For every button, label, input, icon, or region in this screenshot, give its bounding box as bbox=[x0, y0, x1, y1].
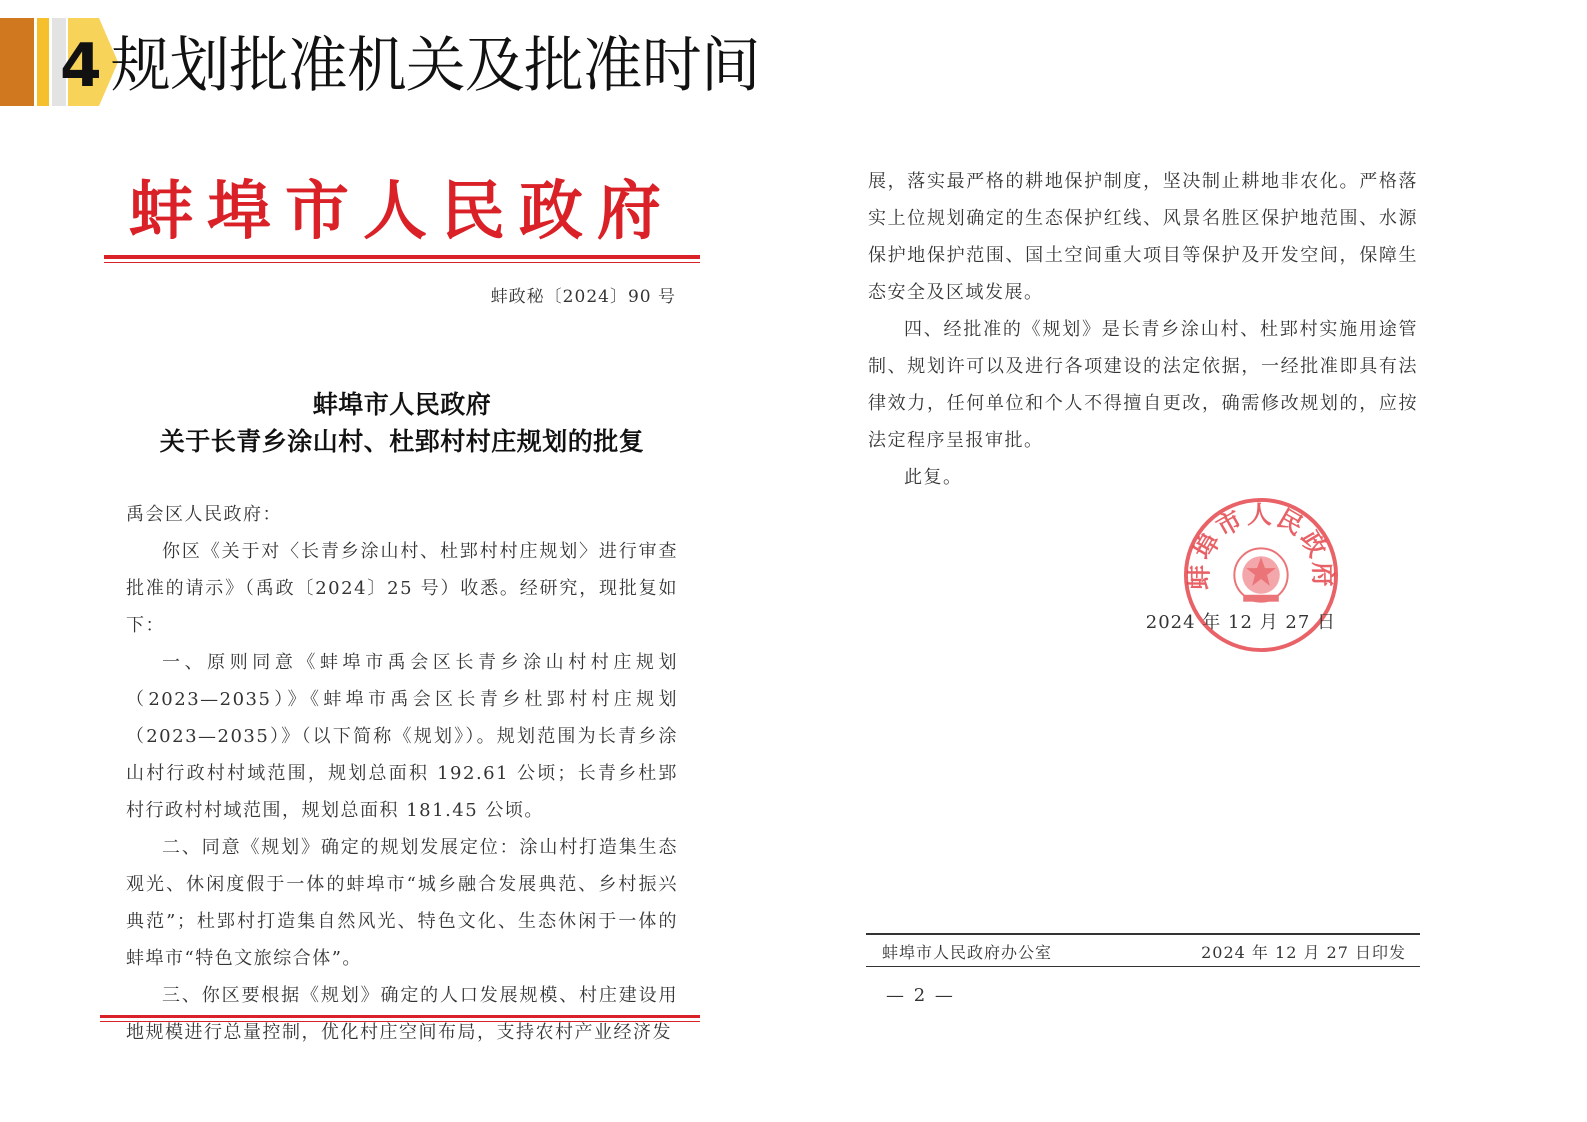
salutation: 禹会区人民政府： bbox=[126, 504, 282, 525]
paragraph-item-1: 一、原则同意《蚌埠市禹会区长青乡涂山村村庄规划（2023—2035）》《蚌埠市禹会区长青乡杜郢村村庄规划（2023—2035）》（以下简称《规划》）。规划范围为长青乡涂山村行政村村域范围，规划总面积 192.61 公顷；长青乡杜郢村行政村村域范围，规划总面积 181.45 公顷。 bbox=[126, 652, 678, 821]
paragraph-closing: 此复。 bbox=[904, 467, 963, 488]
footer-rule-top bbox=[866, 933, 1420, 935]
document-number: 蚌政秘〔2024〕90 号 bbox=[490, 287, 676, 307]
paragraph-item-3: 三、你区要根据《规划》确定的人口发展规模、村庄建设用地规模进行总量控制，优化村庄空间布局，支持农村产业经济发 bbox=[126, 985, 678, 1043]
page1-bottom-rule-thin bbox=[100, 1021, 700, 1022]
paragraph-item-3-cont: 展，落实最严格的耕地保护制度，坚决制止耕地非农化。严格落实上位规划确定的生态保护红线、风景名胜区保护地范围、水源保护地保护范围、国土空间重大项目等保护及开发空间，保障生态安全及区域发展。 bbox=[868, 171, 1418, 303]
issuer-masthead: 蚌埠市人民政府 bbox=[129, 174, 675, 249]
header-accent-bar bbox=[0, 18, 34, 106]
masthead-rule-thick bbox=[104, 255, 700, 259]
document-title-line2: 关于长青乡涂山村、杜郢村村庄规划的批复 bbox=[159, 427, 645, 456]
slide-title bbox=[60, 26, 760, 106]
paragraph-intro: 你区《关于对〈长青乡涂山村、杜郢村村庄规划〉进行审查批准的请示》（禹政〔2024〕25 号）收悉。经研究，现批复如下： bbox=[126, 541, 678, 636]
footer-office: 蚌埠市人民政府办公室 bbox=[882, 943, 1053, 962]
page2-body bbox=[868, 163, 1418, 496]
page-number: — 2 — bbox=[886, 985, 955, 1006]
page1-body bbox=[126, 496, 678, 1051]
slide-number: 4 bbox=[60, 31, 101, 101]
seal-text: 蚌埠市人民政府 bbox=[1184, 500, 1338, 590]
paragraph-item-2: 二、同意《规划》确定的规划发展定位：涂山村打造集生态观光、休闲度假于一体的蚌埠市“城乡融合发展典范、乡村振兴典范”；杜郢村打造集自然风光、特色文化、生态休闲于一体的蚌埠市“特色文旅综合体”。 bbox=[126, 837, 678, 969]
footer-rule-bottom bbox=[866, 966, 1420, 967]
header-accent-stripe bbox=[37, 18, 49, 106]
document-title-line1: 蚌埠市人民政府 bbox=[312, 390, 492, 419]
footer-print-date: 2024 年 12 月 27 日印发 bbox=[1201, 943, 1406, 962]
slide-title-text: 规划批准机关及批准时间 bbox=[110, 31, 760, 101]
signing-date: 2024 年 12 月 27 日 bbox=[1145, 612, 1336, 633]
masthead-rule-thin bbox=[104, 262, 700, 263]
page1-bottom-rule-thick bbox=[100, 1015, 700, 1018]
paragraph-item-4: 四、经批准的《规划》是长青乡涂山村、杜郢村实施用途管制、规划许可以及进行各项建设的法定依据，一经批准即具有法律效力，任何单位和个人不得擅自更改，确需修改规划的，应按法定程序呈报审批。 bbox=[868, 319, 1418, 451]
